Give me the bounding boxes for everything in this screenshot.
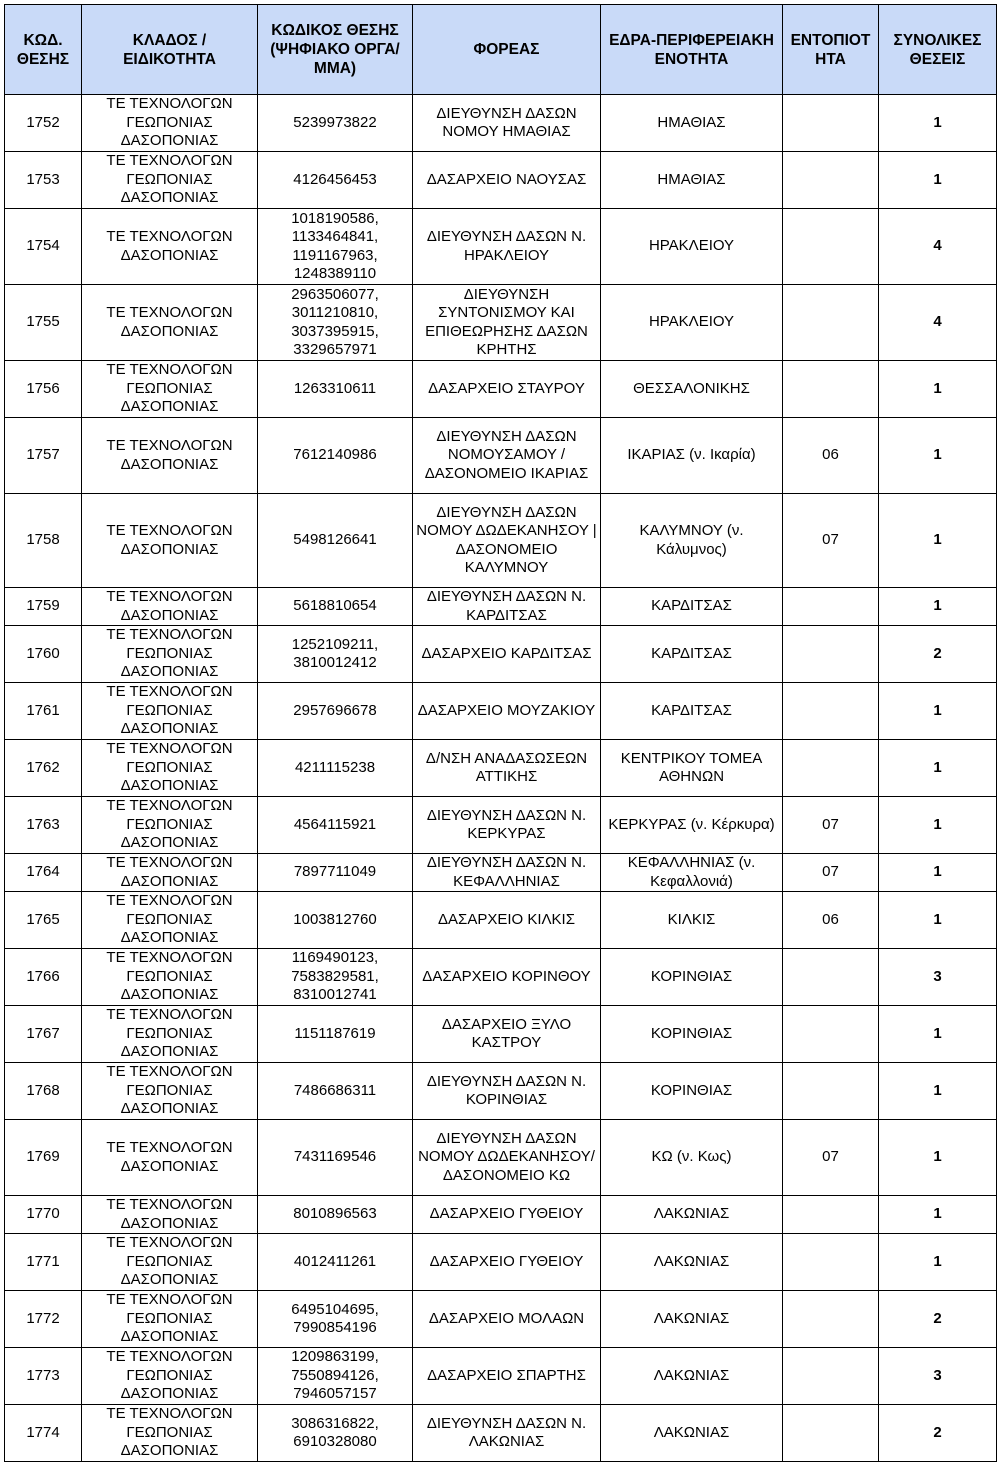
cell-total: 1 [879, 1234, 997, 1291]
cell-locality [783, 1006, 879, 1063]
cell-locality [783, 1291, 879, 1348]
table-body [5, 95, 997, 1462]
cell-seat: ΗΡΑΚΛΕΙΟΥ [601, 285, 783, 361]
cell-locality [783, 740, 879, 797]
cell-locality [783, 1196, 879, 1234]
table-row [5, 1291, 997, 1348]
cell-branch: ΤΕ ΤΕΧΝΟΛΟΓΩΝ ΔΑΣΟΠΟΝΙΑΣ [82, 418, 258, 494]
cell-locality [783, 209, 879, 285]
cell-locality: 06 [783, 892, 879, 949]
cell-branch: ΤΕ ΤΕΧΝΟΛΟΓΩΝ ΓΕΩΠΟΝΙΑΣ ΔΑΣΟΠΟΝΙΑΣ [82, 740, 258, 797]
cell-code: 1762 [5, 740, 82, 797]
cell-code: 1752 [5, 95, 82, 152]
cell-branch: ΤΕ ΤΕΧΝΟΛΟΓΩΝ ΓΕΩΠΟΝΙΑΣ ΔΑΣΟΠΟΝΙΑΣ [82, 95, 258, 152]
cell-seat: ΛΑΚΩΝΙΑΣ [601, 1291, 783, 1348]
cell-seat: ΚΑΡΔΙΤΣΑΣ [601, 626, 783, 683]
cell-seat: ΛΑΚΩΝΙΑΣ [601, 1405, 783, 1462]
table-row [5, 494, 997, 588]
table-row [5, 361, 997, 418]
cell-seat: ΗΜΑΘΙΑΣ [601, 95, 783, 152]
cell-locality [783, 1348, 879, 1405]
cell-agency: ΔΑΣΑΡΧΕΙΟ ΝΑΟΥΣΑΣ [413, 152, 601, 209]
table-row [5, 152, 997, 209]
cell-agency: ΔΙΕΥΘΥΝΣΗ ΣΥΝΤΟΝΙΣΜΟΥ ΚΑΙ ΕΠΙΘΕΩΡΗΣΗΣ ΔΑΣΩΝ ΚΡΗΤΗΣ [413, 285, 601, 361]
table-row [5, 1196, 997, 1234]
cell-total: 1 [879, 1006, 997, 1063]
table-row [5, 285, 997, 361]
cell-total: 1 [879, 892, 997, 949]
cell-agency: ΔΙΕΥΘΥΝΣΗ ΔΑΣΩΝ Ν. ΚΕΦΑΛΛΗΝΙΑΣ [413, 854, 601, 892]
cell-digital-code: 5618810654 [258, 588, 413, 626]
cell-agency: ΔΑΣΑΡΧΕΙΟ ΜΟΛΑΩΝ [413, 1291, 601, 1348]
cell-digital-code: 1252109211, 3810012412 [258, 626, 413, 683]
cell-agency: ΔΑΣΑΡΧΕΙΟ ΞΥΛΟ ΚΑΣΤΡΟΥ [413, 1006, 601, 1063]
cell-total: 2 [879, 626, 997, 683]
cell-total: 3 [879, 949, 997, 1006]
cell-digital-code: 5239973822 [258, 95, 413, 152]
cell-total: 2 [879, 1405, 997, 1462]
cell-total: 1 [879, 152, 997, 209]
cell-agency: ΔΙΕΥΘΥΝΣΗ ΔΑΣΩΝ ΝΟΜΟΥ ΔΩΔΕΚΑΝΗΣΟΥ/ ΔΑΣΟΝΟΜΕΙΟ ΚΩ [413, 1120, 601, 1196]
cell-digital-code: 7612140986 [258, 418, 413, 494]
cell-locality [783, 361, 879, 418]
cell-code: 1761 [5, 683, 82, 740]
table-row [5, 683, 997, 740]
cell-branch: ΤΕ ΤΕΧΝΟΛΟΓΩΝ ΓΕΩΠΟΝΙΑΣ ΔΑΣΟΠΟΝΙΑΣ [82, 1063, 258, 1120]
cell-code: 1768 [5, 1063, 82, 1120]
cell-seat: ΙΚΑΡΙΑΣ (ν. Ικαρία) [601, 418, 783, 494]
cell-branch: ΤΕ ΤΕΧΝΟΛΟΓΩΝ ΓΕΩΠΟΝΙΑΣ ΔΑΣΟΠΟΝΙΑΣ [82, 152, 258, 209]
cell-total: 1 [879, 95, 997, 152]
cell-digital-code: 6495104695, 7990854196 [258, 1291, 413, 1348]
cell-code: 1773 [5, 1348, 82, 1405]
table-row [5, 1234, 997, 1291]
table-row [5, 418, 997, 494]
cell-agency: ΔΑΣΑΡΧΕΙΟ ΣΠΑΡΤΗΣ [413, 1348, 601, 1405]
cell-agency: ΔΙΕΥΘΥΝΣΗ ΔΑΣΩΝ Ν. ΚΟΡΙΝΘΙΑΣ [413, 1063, 601, 1120]
cell-seat: ΚΕΡΚΥΡΑΣ (ν. Κέρκυρα) [601, 797, 783, 854]
cell-agency: ΔΑΣΑΡΧΕΙΟ ΣΤΑΥΡΟΥ [413, 361, 601, 418]
cell-locality [783, 626, 879, 683]
table-row [5, 1063, 997, 1120]
cell-seat: ΚΕΦΑΛΛΗΝΙΑΣ (ν. Κεφαλλονιά) [601, 854, 783, 892]
table-row [5, 95, 997, 152]
cell-code: 1757 [5, 418, 82, 494]
table-row [5, 1006, 997, 1063]
table-row [5, 949, 997, 1006]
cell-agency: ΔΑΣΑΡΧΕΙΟ ΓΥΘΕΙΟΥ [413, 1196, 601, 1234]
cell-agency: ΔΑΣΑΡΧΕΙΟ ΚΙΛΚΙΣ [413, 892, 601, 949]
cell-locality [783, 1234, 879, 1291]
cell-digital-code: 4012411261 [258, 1234, 413, 1291]
cell-total: 4 [879, 285, 997, 361]
cell-locality: 07 [783, 494, 879, 588]
cell-agency: ΔΑΣΑΡΧΕΙΟ ΚΑΡΔΙΤΣΑΣ [413, 626, 601, 683]
cell-digital-code: 1209863199, 7550894126, 7946057157 [258, 1348, 413, 1405]
cell-branch: ΤΕ ΤΕΧΝΟΛΟΓΩΝ ΓΕΩΠΟΝΙΑΣ ΔΑΣΟΠΟΝΙΑΣ [82, 797, 258, 854]
table-row [5, 892, 997, 949]
cell-digital-code: 1151187619 [258, 1006, 413, 1063]
header-locality: ΕΝΤΟΠΙΟΤ ΗΤΑ [783, 5, 879, 95]
header-row [5, 5, 997, 95]
table-row [5, 1405, 997, 1462]
cell-digital-code: 4211115238 [258, 740, 413, 797]
cell-branch: ΤΕ ΤΕΧΝΟΛΟΓΩΝ ΓΕΩΠΟΝΙΑΣ ΔΑΣΟΠΟΝΙΑΣ [82, 1348, 258, 1405]
cell-code: 1755 [5, 285, 82, 361]
cell-code: 1772 [5, 1291, 82, 1348]
cell-digital-code: 8010896563 [258, 1196, 413, 1234]
cell-total: 1 [879, 683, 997, 740]
cell-digital-code: 7486686311 [258, 1063, 413, 1120]
cell-seat: ΚΟΡΙΝΘΙΑΣ [601, 949, 783, 1006]
cell-seat: ΗΜΑΘΙΑΣ [601, 152, 783, 209]
cell-code: 1765 [5, 892, 82, 949]
cell-digital-code: 1003812760 [258, 892, 413, 949]
cell-branch: ΤΕ ΤΕΧΝΟΛΟΓΩΝ ΓΕΩΠΟΝΙΑΣ ΔΑΣΟΠΟΝΙΑΣ [82, 683, 258, 740]
cell-agency: ΔΙΕΥΘΥΝΣΗ ΔΑΣΩΝ ΝΟΜΟΥ ΔΩΔΕΚΑΝΗΣΟΥ | ΔΑΣΟΝΟΜΕΙΟ ΚΑΛΥΜΝΟΥ [413, 494, 601, 588]
header-agency: ΦΟΡΕΑΣ [413, 5, 601, 95]
cell-code: 1767 [5, 1006, 82, 1063]
table-row [5, 626, 997, 683]
table-row [5, 797, 997, 854]
cell-digital-code: 7431169546 [258, 1120, 413, 1196]
table-row [5, 1348, 997, 1405]
cell-agency: ΔΙΕΥΘΥΝΣΗ ΔΑΣΩΝ ΝΟΜΟΥΣΑΜΟΥ /ΔΑΣΟΝΟΜΕΙΟ ΙΚΑΡΙΑΣ [413, 418, 601, 494]
cell-branch: ΤΕ ΤΕΧΝΟΛΟΓΩΝ ΔΑΣΟΠΟΝΙΑΣ [82, 588, 258, 626]
cell-agency: ΔΙΕΥΘΥΝΣΗ ΔΑΣΩΝ ΝΟΜΟΥ ΗΜΑΘΙΑΣ [413, 95, 601, 152]
cell-code: 1756 [5, 361, 82, 418]
cell-seat: ΚΙΛΚΙΣ [601, 892, 783, 949]
cell-seat: ΚΑΡΔΙΤΣΑΣ [601, 588, 783, 626]
table-row [5, 588, 997, 626]
cell-locality [783, 588, 879, 626]
header-digital-code: ΚΩΔΙΚΟΣ ΘΕΣΗΣ (ΨΗΦΙΑΚΟ ΟΡΓΑ/ΜΜΑ) [258, 5, 413, 95]
header-code: ΚΩΔ. ΘΕΣΗΣ [5, 5, 82, 95]
cell-code: 1758 [5, 494, 82, 588]
table-row [5, 209, 997, 285]
cell-code: 1760 [5, 626, 82, 683]
cell-branch: ΤΕ ΤΕΧΝΟΛΟΓΩΝ ΔΑΣΟΠΟΝΙΑΣ [82, 209, 258, 285]
cell-total: 1 [879, 494, 997, 588]
cell-code: 1763 [5, 797, 82, 854]
cell-code: 1770 [5, 1196, 82, 1234]
cell-locality [783, 1063, 879, 1120]
cell-branch: ΤΕ ΤΕΧΝΟΛΟΓΩΝ ΓΕΩΠΟΝΙΑΣ ΔΑΣΟΠΟΝΙΑΣ [82, 626, 258, 683]
cell-agency: ΔΙΕΥΘΥΝΣΗ ΔΑΣΩΝ Ν. ΗΡΑΚΛΕΙΟΥ [413, 209, 601, 285]
cell-total: 1 [879, 1196, 997, 1234]
cell-branch: ΤΕ ΤΕΧΝΟΛΟΓΩΝ ΔΑΣΟΠΟΝΙΑΣ [82, 854, 258, 892]
table-row [5, 854, 997, 892]
cell-code: 1774 [5, 1405, 82, 1462]
cell-seat: ΛΑΚΩΝΙΑΣ [601, 1196, 783, 1234]
cell-total: 4 [879, 209, 997, 285]
cell-digital-code: 7897711049 [258, 854, 413, 892]
cell-seat: ΚΩ (ν. Κως) [601, 1120, 783, 1196]
positions-sheet [4, 4, 997, 1462]
cell-total: 2 [879, 1291, 997, 1348]
cell-agency: ΔΑΣΑΡΧΕΙΟ ΜΟΥΖΑΚΙΟΥ [413, 683, 601, 740]
cell-digital-code: 2957696678 [258, 683, 413, 740]
header-branch: ΚΛΑΔΟΣ / ΕΙΔΙΚΟΤΗΤΑ [82, 5, 258, 95]
cell-total: 3 [879, 1348, 997, 1405]
cell-locality: 07 [783, 1120, 879, 1196]
positions-table [4, 4, 997, 1462]
cell-total: 1 [879, 361, 997, 418]
cell-code: 1754 [5, 209, 82, 285]
cell-locality: 07 [783, 854, 879, 892]
header-seat: ΕΔΡΑ-ΠΕΡΙΦΕΡΕΙΑΚΗ ΕΝΟΤΗΤΑ [601, 5, 783, 95]
cell-digital-code: 3086316822, 6910328080 [258, 1405, 413, 1462]
cell-total: 1 [879, 1120, 997, 1196]
cell-branch: ΤΕ ΤΕΧΝΟΛΟΓΩΝ ΓΕΩΠΟΝΙΑΣ ΔΑΣΟΠΟΝΙΑΣ [82, 892, 258, 949]
cell-branch: ΤΕ ΤΕΧΝΟΛΟΓΩΝ ΓΕΩΠΟΝΙΑΣ ΔΑΣΟΠΟΝΙΑΣ [82, 1291, 258, 1348]
cell-locality [783, 152, 879, 209]
cell-code: 1753 [5, 152, 82, 209]
cell-seat: ΚΑΡΔΙΤΣΑΣ [601, 683, 783, 740]
cell-total: 1 [879, 588, 997, 626]
table-row [5, 1120, 997, 1196]
cell-branch: ΤΕ ΤΕΧΝΟΛΟΓΩΝ ΔΑΣΟΠΟΝΙΑΣ [82, 1120, 258, 1196]
cell-digital-code: 1018190586, 1133464841, 1191167963, 1248389110 [258, 209, 413, 285]
cell-branch: ΤΕ ΤΕΧΝΟΛΟΓΩΝ ΔΑΣΟΠΟΝΙΑΣ [82, 494, 258, 588]
cell-digital-code: 4126456453 [258, 152, 413, 209]
cell-branch: ΤΕ ΤΕΧΝΟΛΟΓΩΝ ΓΕΩΠΟΝΙΑΣ ΔΑΣΟΠΟΝΙΑΣ [82, 1234, 258, 1291]
cell-total: 1 [879, 854, 997, 892]
cell-code: 1759 [5, 588, 82, 626]
cell-locality: 07 [783, 797, 879, 854]
cell-digital-code: 1263310611 [258, 361, 413, 418]
cell-digital-code: 2963506077, 3011210810, 3037395915, 3329657971 [258, 285, 413, 361]
cell-code: 1766 [5, 949, 82, 1006]
cell-agency: ΔΙΕΥΘΥΝΣΗ ΔΑΣΩΝ Ν. ΛΑΚΩΝΙΑΣ [413, 1405, 601, 1462]
cell-agency: Δ/ΝΣΗ ΑΝΑΔΑΣΩΣΕΩΝ ΑΤΤΙΚΗΣ [413, 740, 601, 797]
cell-agency: ΔΑΣΑΡΧΕΙΟ ΚΟΡΙΝΘΟΥ [413, 949, 601, 1006]
cell-total: 1 [879, 797, 997, 854]
cell-code: 1771 [5, 1234, 82, 1291]
cell-locality [783, 683, 879, 740]
cell-locality [783, 1405, 879, 1462]
cell-seat: ΘΕΣΣΑΛΟΝΙΚΗΣ [601, 361, 783, 418]
cell-branch: ΤΕ ΤΕΧΝΟΛΟΓΩΝ ΓΕΩΠΟΝΙΑΣ ΔΑΣΟΠΟΝΙΑΣ [82, 1006, 258, 1063]
cell-digital-code: 4564115921 [258, 797, 413, 854]
cell-seat: ΚΟΡΙΝΘΙΑΣ [601, 1006, 783, 1063]
cell-seat: ΚΑΛΥΜΝΟΥ (ν. Κάλυμνος) [601, 494, 783, 588]
cell-seat: ΚΕΝΤΡΙΚΟΥ ΤΟΜΕΑ ΑΘΗΝΩΝ [601, 740, 783, 797]
cell-branch: ΤΕ ΤΕΧΝΟΛΟΓΩΝ ΓΕΩΠΟΝΙΑΣ ΔΑΣΟΠΟΝΙΑΣ [82, 949, 258, 1006]
cell-branch: ΤΕ ΤΕΧΝΟΛΟΓΩΝ ΓΕΩΠΟΝΙΑΣ ΔΑΣΟΠΟΝΙΑΣ [82, 361, 258, 418]
cell-locality [783, 285, 879, 361]
cell-seat: ΛΑΚΩΝΙΑΣ [601, 1348, 783, 1405]
cell-locality [783, 949, 879, 1006]
cell-agency: ΔΑΣΑΡΧΕΙΟ ΓΥΘΕΙΟΥ [413, 1234, 601, 1291]
cell-code: 1764 [5, 854, 82, 892]
cell-digital-code: 1169490123, 7583829581, 8310012741 [258, 949, 413, 1006]
cell-seat: ΗΡΑΚΛΕΙΟΥ [601, 209, 783, 285]
cell-locality: 06 [783, 418, 879, 494]
cell-branch: ΤΕ ΤΕΧΝΟΛΟΓΩΝ ΔΑΣΟΠΟΝΙΑΣ [82, 1196, 258, 1234]
cell-code: 1769 [5, 1120, 82, 1196]
cell-seat: ΛΑΚΩΝΙΑΣ [601, 1234, 783, 1291]
cell-agency: ΔΙΕΥΘΥΝΣΗ ΔΑΣΩΝ Ν. ΚΕΡΚΥΡΑΣ [413, 797, 601, 854]
cell-branch: ΤΕ ΤΕΧΝΟΛΟΓΩΝ ΓΕΩΠΟΝΙΑΣ ΔΑΣΟΠΟΝΙΑΣ [82, 1405, 258, 1462]
cell-branch: ΤΕ ΤΕΧΝΟΛΟΓΩΝ ΔΑΣΟΠΟΝΙΑΣ [82, 285, 258, 361]
cell-total: 1 [879, 418, 997, 494]
cell-total: 1 [879, 1063, 997, 1120]
cell-seat: ΚΟΡΙΝΘΙΑΣ [601, 1063, 783, 1120]
cell-agency: ΔΙΕΥΘΥΝΣΗ ΔΑΣΩΝ Ν. ΚΑΡΔΙΤΣΑΣ [413, 588, 601, 626]
header-total: ΣΥΝΟΛΙΚΕΣ ΘΕΣΕΙΣ [879, 5, 997, 95]
table-header [5, 5, 997, 95]
cell-total: 1 [879, 740, 997, 797]
table-row [5, 740, 997, 797]
cell-digital-code: 5498126641 [258, 494, 413, 588]
cell-locality [783, 95, 879, 152]
